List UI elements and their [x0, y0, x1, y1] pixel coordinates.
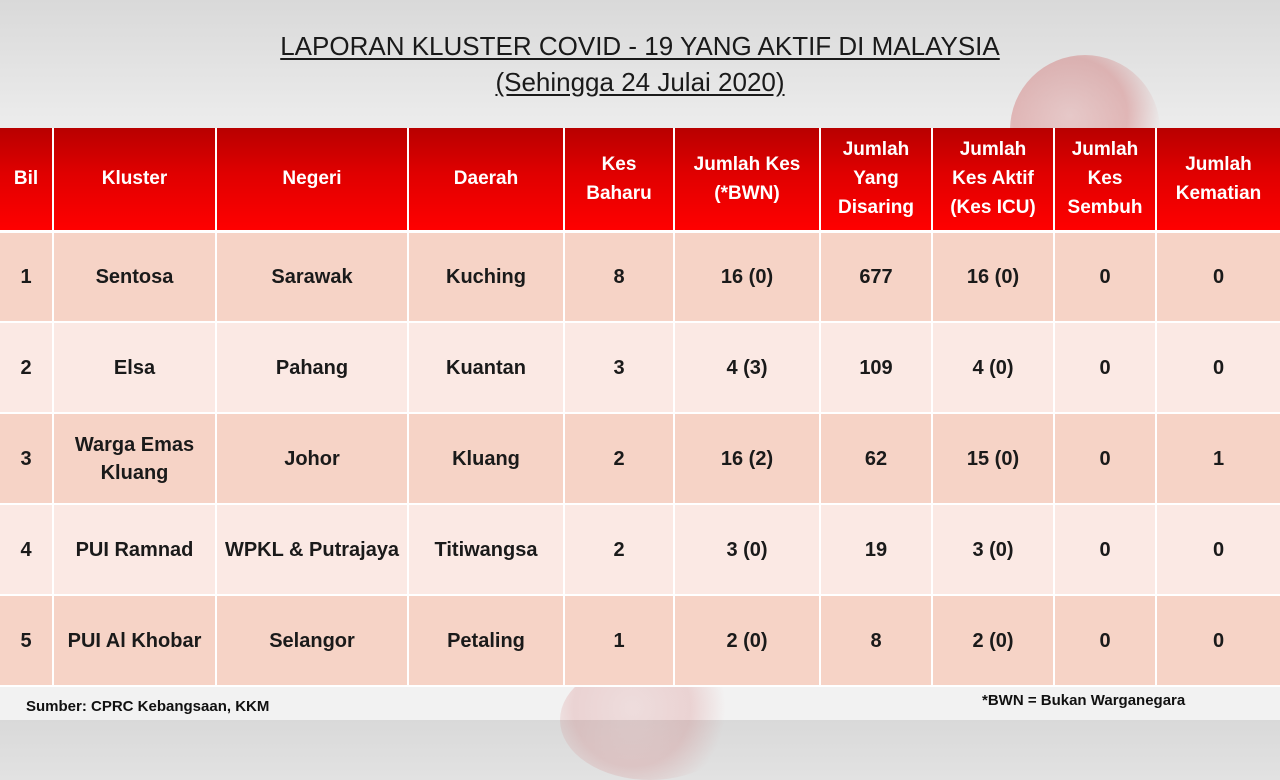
cell-kes-aktif: 16 (0): [932, 231, 1054, 322]
cell-sembuh: 0: [1054, 231, 1156, 322]
cell-kes-baharu: 2: [564, 413, 674, 504]
cell-disaring: 677: [820, 231, 932, 322]
cell-jumlah-kes: 4 (3): [674, 322, 820, 413]
cell-daerah: Titiwangsa: [408, 504, 564, 595]
cell-kematian: 0: [1156, 322, 1280, 413]
title-line-1: LAPORAN KLUSTER COVID - 19 YANG AKTIF DI MALAYSIA: [280, 31, 1000, 61]
cell-bil: 4: [0, 504, 53, 595]
cell-daerah: Kuching: [408, 231, 564, 322]
bwn-footnote: *BWN = Bukan Warganegara: [982, 692, 1186, 709]
cell-kes-baharu: 1: [564, 595, 674, 686]
cell-kluster: Warga Emas Kluang: [53, 413, 216, 504]
col-header-kluster: Kluster: [53, 128, 216, 231]
cell-kematian: 1: [1156, 413, 1280, 504]
col-header-negeri: Negeri: [216, 128, 408, 231]
cell-sembuh: 0: [1054, 504, 1156, 595]
cell-disaring: 19: [820, 504, 932, 595]
cell-kes-aktif: 15 (0): [932, 413, 1054, 504]
cell-kes-aktif: 3 (0): [932, 504, 1054, 595]
table-row: [0, 595, 1280, 686]
cell-sembuh: 0: [1054, 413, 1156, 504]
col-header-jumlah-kes: Jumlah Kes (*BWN): [674, 128, 820, 231]
cell-bil: 3: [0, 413, 53, 504]
col-header-kematian: Jumlah Kematian: [1156, 128, 1280, 231]
cell-negeri: Johor: [216, 413, 408, 504]
cell-bil: 5: [0, 595, 53, 686]
cell-kluster: PUI Al Khobar: [53, 595, 216, 686]
cell-daerah: Kuantan: [408, 322, 564, 413]
col-header-bil: Bil: [0, 128, 53, 231]
cell-jumlah-kes: 16 (0): [674, 231, 820, 322]
cell-sembuh: 0: [1054, 595, 1156, 686]
col-header-disaring: Jumlah Yang Disaring: [820, 128, 932, 231]
cell-daerah: Petaling: [408, 595, 564, 686]
cell-disaring: 62: [820, 413, 932, 504]
cell-kes-baharu: 2: [564, 504, 674, 595]
cell-negeri: Selangor: [216, 595, 408, 686]
cell-disaring: 8: [820, 595, 932, 686]
cell-kematian: 0: [1156, 231, 1280, 322]
cell-jumlah-kes: 16 (2): [674, 413, 820, 504]
cell-negeri: Pahang: [216, 322, 408, 413]
col-header-kes-baharu: Kes Baharu: [564, 128, 674, 231]
cell-kluster: Sentosa: [53, 231, 216, 322]
cell-jumlah-kes: 3 (0): [674, 504, 820, 595]
cell-daerah: Kluang: [408, 413, 564, 504]
cell-kematian: 0: [1156, 504, 1280, 595]
cell-negeri: WPKL & Putrajaya: [216, 504, 408, 595]
table-row: [0, 322, 1280, 413]
cell-bil: 2: [0, 322, 53, 413]
cell-kematian: 0: [1156, 595, 1280, 686]
cluster-table: [0, 128, 1280, 687]
report-title: [0, 28, 1280, 100]
cell-negeri: Sarawak: [216, 231, 408, 322]
source-note: Sumber: CPRC Kebangsaan, KKM: [26, 698, 270, 715]
title-line-2: (Sehingga 24 Julai 2020): [495, 67, 785, 97]
cell-kes-aktif: 4 (0): [932, 322, 1054, 413]
table-row: [0, 504, 1280, 595]
cell-kes-aktif: 2 (0): [932, 595, 1054, 686]
cell-sembuh: 0: [1054, 322, 1156, 413]
table-row: [0, 413, 1280, 504]
cell-bil: 1: [0, 231, 53, 322]
table-row: [0, 231, 1280, 322]
cell-jumlah-kes: 2 (0): [674, 595, 820, 686]
col-header-sembuh: Jumlah Kes Sembuh: [1054, 128, 1156, 231]
col-header-daerah: Daerah: [408, 128, 564, 231]
cell-kluster: Elsa: [53, 322, 216, 413]
cell-kluster: PUI Ramnad: [53, 504, 216, 595]
cell-kes-baharu: 3: [564, 322, 674, 413]
header-row: [0, 128, 1280, 231]
cell-disaring: 109: [820, 322, 932, 413]
cell-kes-baharu: 8: [564, 231, 674, 322]
col-header-kes-aktif: Jumlah Kes Aktif (Kes ICU): [932, 128, 1054, 231]
